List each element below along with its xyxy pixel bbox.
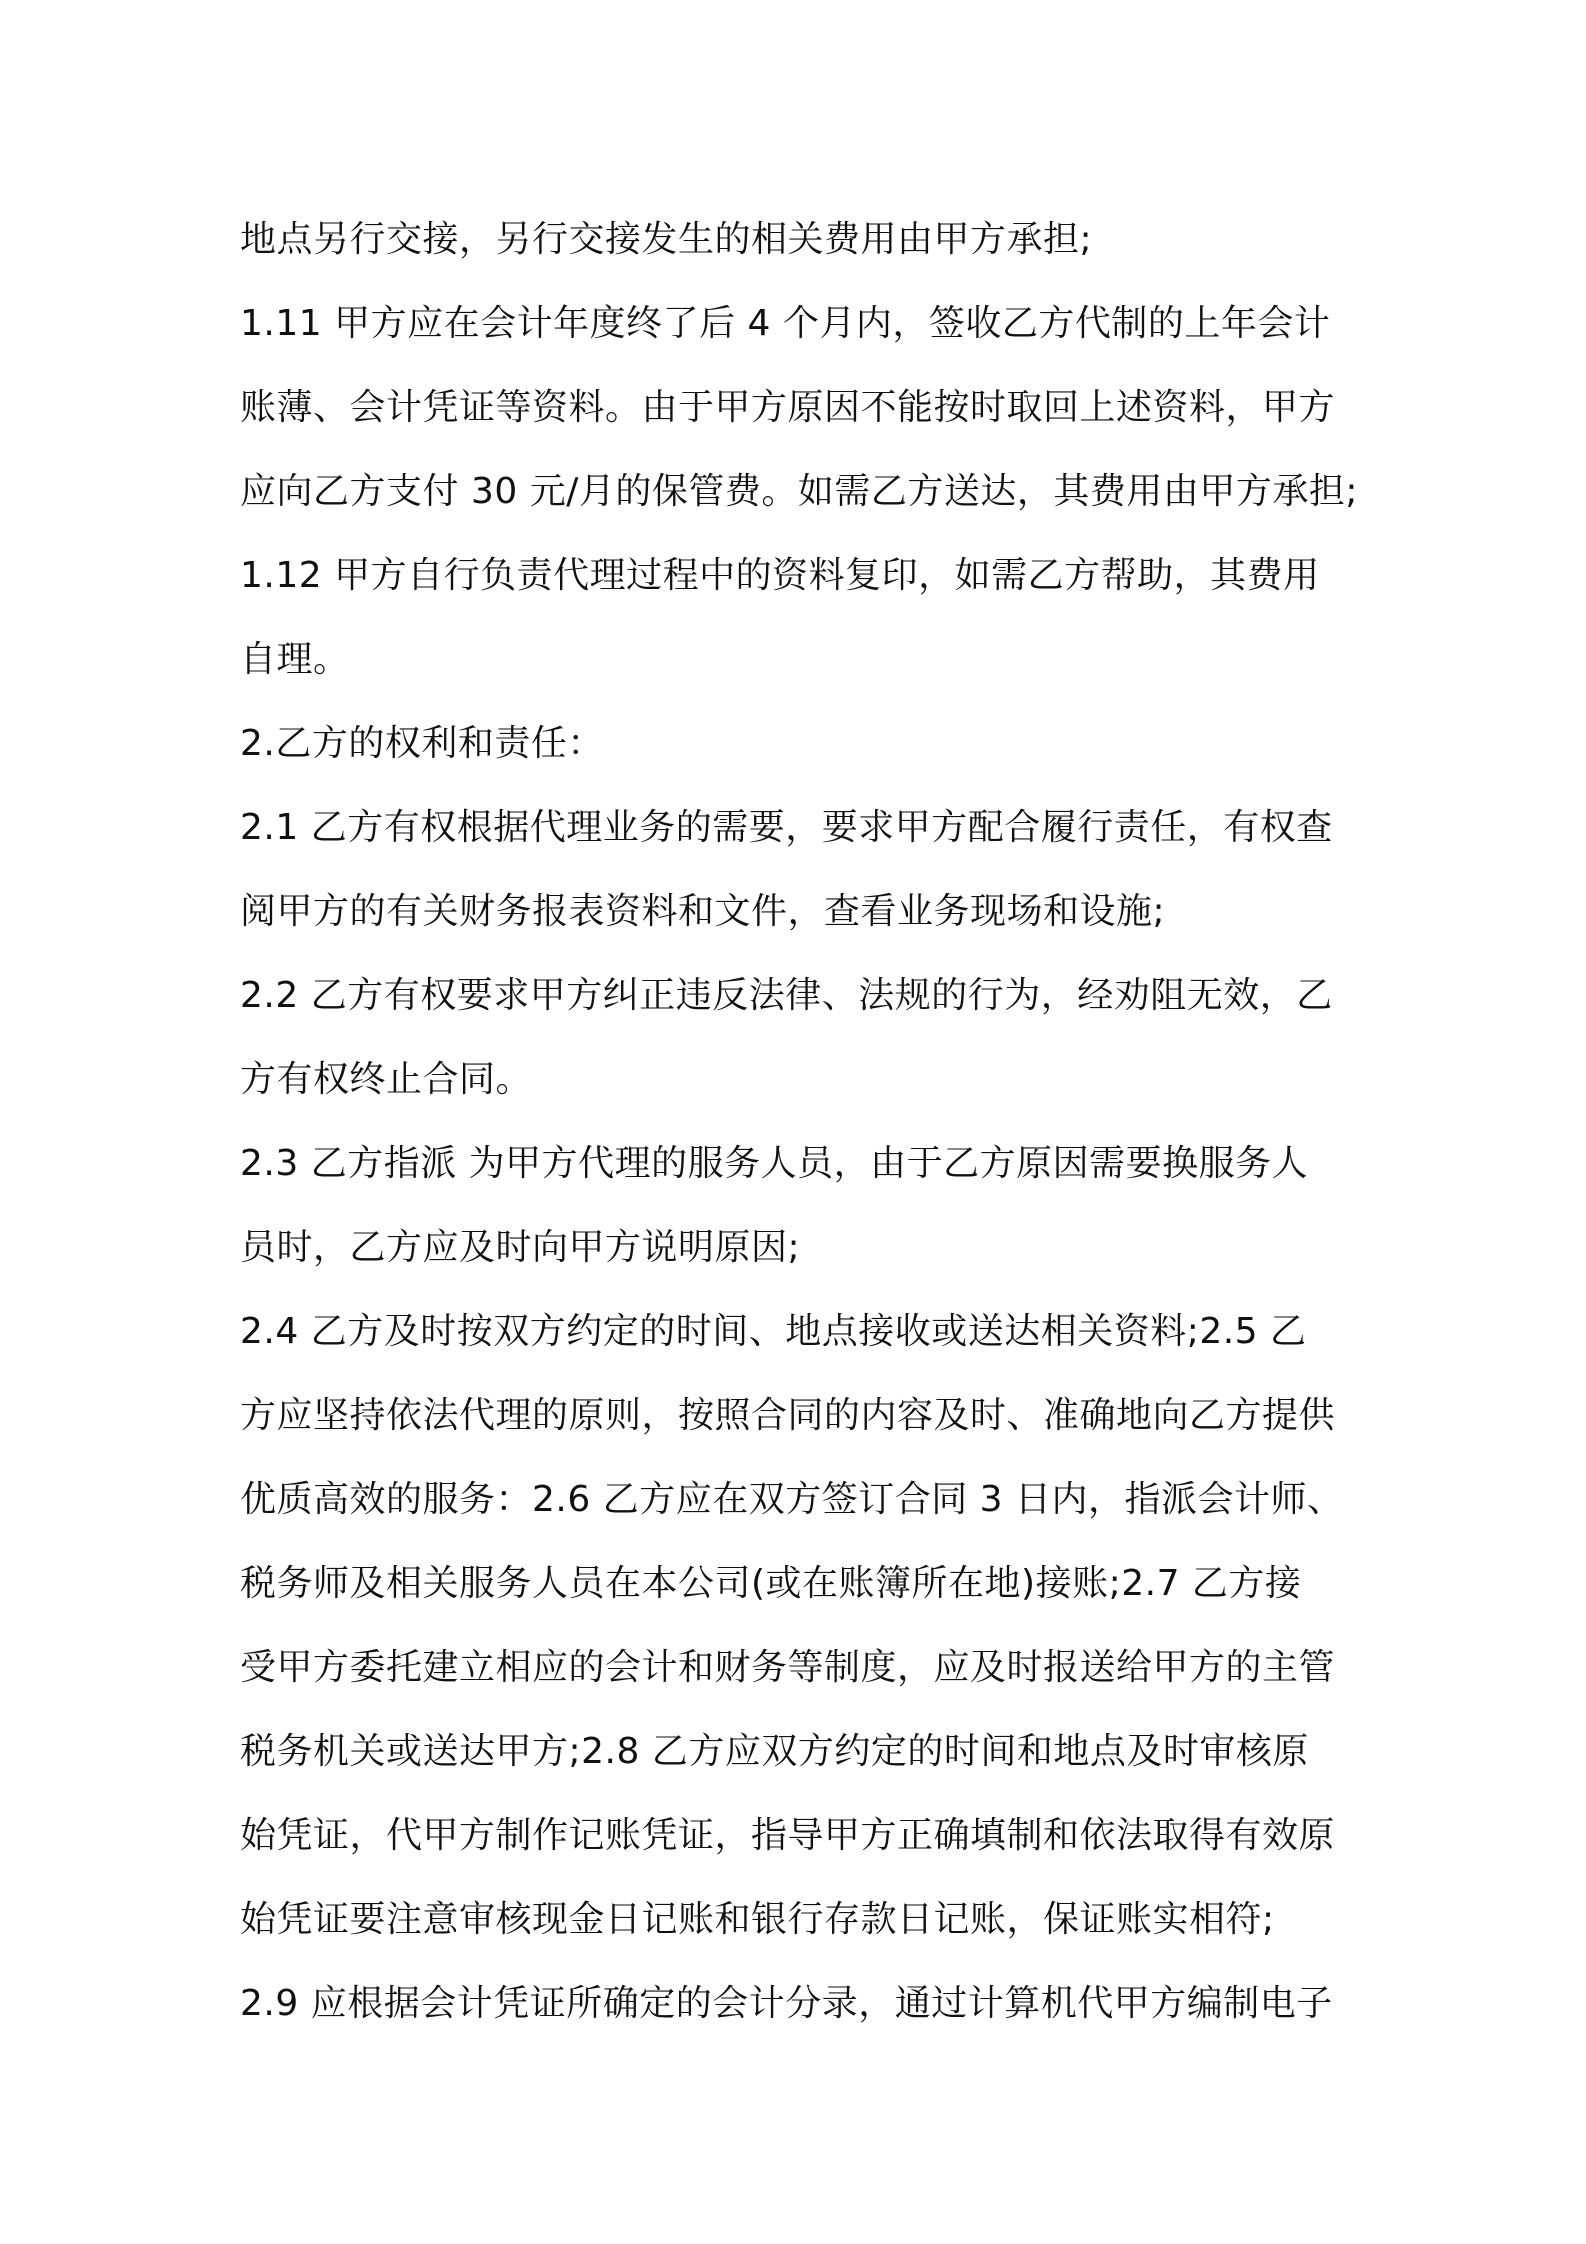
text-line: 方有权终止合同。 xyxy=(240,1059,533,1100)
section-heading: 2.乙方的权利和责任： xyxy=(240,723,604,764)
text-line: 2.4 乙方及时按双方约定的时间、地点接收或送达相关资料;2.5 乙 xyxy=(240,1311,1307,1352)
text-line: 税务机关或送达甲方;2.8 乙方应双方约定的时间和地点及时审核原 xyxy=(240,1731,1309,1772)
text-line: 1.12 甲方自行负责代理过程中的资料复印，如需乙方帮助，其费用 xyxy=(240,555,1320,596)
text-line: 自理。 xyxy=(240,639,350,680)
text-line: 始凭证要注意审核现金日记账和银行存款日记账，保证账实相符; xyxy=(240,1899,1275,1940)
text-line: 受甲方委托建立相应的会计和财务等制度，应及时报送给甲方的主管 xyxy=(240,1647,1336,1688)
text-line: 应向乙方支付 30 元/月的保管费。如需乙方送达，其费用由甲方承担; xyxy=(240,471,1358,512)
text-line: 2.3 乙方指派 为甲方代理的服务人员，由于乙方原因需要换服务人 xyxy=(240,1143,1309,1184)
text-line: 2.9 应根据会计凭证所确定的会计分录，通过计算机代甲方编制电子 xyxy=(240,1983,1333,2024)
text-line: 2.2 乙方有权要求甲方纠正违反法律、法规的行为，经劝阻无效，乙 xyxy=(240,975,1333,1016)
text-line: 优质高效的服务：2.6 乙方应在双方签订合同 3 日内，指派会计师、 xyxy=(240,1479,1344,1520)
text-line: 方应坚持依法代理的原则，按照合同的内容及时、准确地向乙方提供 xyxy=(240,1395,1336,1436)
text-line: 阅甲方的有关财务报表资料和文件，查看业务现场和设施; xyxy=(240,891,1166,932)
text-line: 员时，乙方应及时向甲方说明原因; xyxy=(240,1227,801,1268)
contract-text-block xyxy=(240,198,1360,2046)
text-line: 2.1 乙方有权根据代理业务的需要，要求甲方配合履行责任，有权查 xyxy=(240,807,1333,848)
text-line: 税务师及相关服务人员在本公司(或在账簿所在地)接账;2.7 乙方接 xyxy=(240,1563,1302,1604)
text-line: 1.11 甲方应在会计年度终了后 4 个月内，签收乙方代制的上年会计 xyxy=(240,303,1331,344)
text-line: 账薄、会计凭证等资料。由于甲方原因不能按时取回上述资料，甲方 xyxy=(240,387,1336,428)
text-line: 始凭证，代甲方制作记账凭证，指导甲方正确填制和依法取得有效原 xyxy=(240,1815,1336,1856)
text-line: 地点另行交接，另行交接发生的相关费用由甲方承担; xyxy=(240,219,1093,260)
